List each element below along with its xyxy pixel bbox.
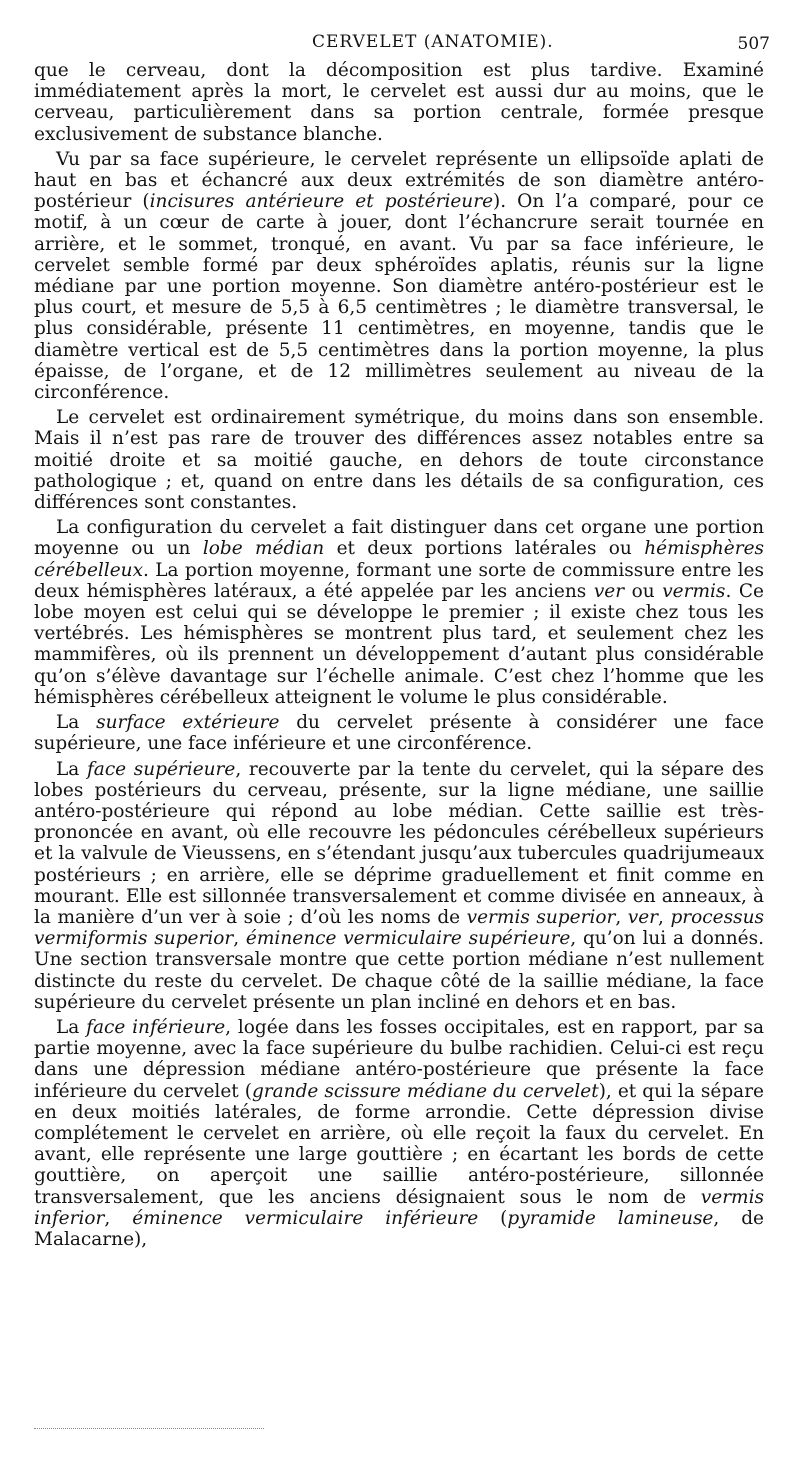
paragraph — [34, 517, 764, 708]
paragraph — [34, 712, 764, 754]
italic-term: vermis inferior — [34, 1186, 764, 1229]
italic-term: face inférieure — [86, 1016, 226, 1038]
text-run: ( — [478, 1207, 508, 1229]
text-run: Le cervelet est ordinairement symétrique, du moins dans son ensemble. Mais il n’est pas rare de trouver des différences assez notables entre sa moitié droite et sa moitié gauche, en dehors de toute circonstance pathologique ; et, quand on entre dans les détails de sa configuration, ces différences sont constantes. — [34, 407, 764, 514]
italic-term: face supérieure — [86, 758, 236, 780]
italic-term: ver — [627, 906, 659, 928]
text-run: , logée dans les fosses occipitales, est en rapport, par sa partie moyenne, avec la face supérieure du bulbe rachidien. Celui-ci est reçu dans une dépression médiane antéro-postérieure que présente la face inférieure du cervelet ( — [34, 1016, 765, 1102]
text-run: , — [615, 906, 628, 928]
paragraph — [34, 60, 764, 145]
italic-term: hémisphères cérébelleux — [34, 538, 765, 581]
text-run: , qu’on lui a donnés. Une section transversale montre que cette portion médiane n’est nullement distincte du reste du cervelet. De chaque côté de la saillie médiane, la face supérieure du cervelet présente un plan incliné en dehors et en bas. — [34, 928, 764, 1013]
paragraph — [34, 1017, 764, 1250]
body-text — [34, 60, 764, 1254]
text-run: , recouverte par la tente du cervelet, qui la sépare des lobes postérieurs du cerveau, présente, sur la ligne médiane, une saillie antéro-postérieure qui répond au lobe médian. Cette saillie est très-prononcée en avant, où elle recouvre les pédoncules cérébelleux supérieurs et la valvule de Vieussens, en s’étendant jusqu’aux tubercules quadrijumeaux postérieurs ; en arrière, elle se déprime graduellement et finit comme en mourant. Elle est sillonnée transversalement et comme divisée en anneaux, à la manière d’un ver à soie ; d’où les noms de — [34, 758, 764, 928]
text-run: ), et qui la sépare en deux moitiés latérales, de forme arrondie. Cette dépression divise complétement le cervelet en arrière, où elle reçoit la faux du cervelet. En avant, elle représente une large gouttière ; en écartant les bords de cette gouttière, on aperçoit une saillie antéro-postérieure, sillonnée transversalement, que les anciens désignaient sous le nom de — [34, 1080, 765, 1208]
italic-term: vermis — [662, 580, 726, 602]
text-run: La — [56, 1016, 87, 1038]
paragraph — [34, 759, 764, 1013]
paragraph — [34, 407, 764, 513]
paragraph — [34, 149, 764, 403]
italic-term: surface extérieure — [96, 712, 280, 734]
italic-term: processus vermiformis superior — [34, 906, 764, 950]
italic-term: grande scissure médiane du cervelet — [251, 1080, 599, 1102]
text-run: Vu par sa face supérieure, le cervelet représente un ellipsoïde aplati de haut en bas et échancré aux deux extrémités de son diamètre antéro-postérieur ( — [34, 148, 764, 213]
text-run: , — [658, 906, 671, 928]
text-run: . Ce lobe moyen est celui qui se développe le premier ; il existe chez tous les vertébrés. Les hémisphères se montrent plus tard, et seulement chez les mammifères, où ils prennent un développement d’autant plus considérable qu’on s’élève davantage sur l’échelle animale. C’est chez l’homme que les hémisphères cérébelleux atteignent le volume le plus considérable. — [34, 580, 764, 708]
italic-term: vermis superior — [466, 906, 616, 928]
text-run: , de Malacarne), — [34, 1207, 764, 1250]
italic-term: éminence vermiculaire supérieure — [245, 928, 571, 950]
italic-term: éminence vermiculaire inférieure — [132, 1207, 479, 1229]
running-title: CERVELET (ANATOMIE). — [312, 32, 554, 52]
italic-term: ver — [593, 580, 625, 602]
italic-term: incisures antérieure et postérieure — [149, 191, 494, 213]
footer-rule — [34, 1428, 264, 1429]
text-run: , — [233, 928, 246, 950]
text-run: La configuration du cervelet a fait distinguer dans cet organe une portion moyenne ou un — [34, 517, 764, 560]
text-run: La — [56, 712, 97, 734]
text-run: . La portion moyenne, formant une sorte de commissure entre les deux hémisphères latéraux, a été appelée par les anciens — [34, 559, 764, 602]
text-run: , — [104, 1207, 133, 1229]
text-run: et deux portions latérales ou — [324, 538, 645, 560]
text-run: ). On l’a comparé, pour ce motif, à un cœur de carte à jouer, dont l’échancrure serait tournée en arrière, et le sommet, tronqué, en avant. Vu par sa face inférieure, le cervelet semble formé par deux sphéroïdes aplatis, réunis sur la ligne médiane par une portion moyenne. Son diamètre antéro-postérieur est le plus court, et mesure de 5,5 à 6,5 centimètres ; le diamètre transversal, le plus considérable, présente 11 centimètres, en moyenne, tandis que le diamètre vertical est de 5,5 centimètres dans la portion moyenne, la plus épaisse, de l’organe, et de 12 millimètres seulement au niveau de la circonférence. — [34, 191, 764, 404]
italic-term: pyramide lamineuse — [507, 1207, 714, 1229]
text-run: du cervelet présente à considérer une face supérieure, une face inférieure et une circonférence. — [34, 712, 764, 755]
page-number: 507 — [737, 34, 770, 54]
text-run: que le cerveau, dont la décomposition est plus tardive. Examiné immédiatement après la mort, le cervelet est aussi dur au moins, que le cerveau, particulièrement dans sa portion centrale, formée presque exclusivement de substance blanche. — [34, 60, 764, 145]
page-header — [0, 30, 800, 58]
text-run: ou — [624, 580, 663, 602]
italic-term: lobe médian — [202, 538, 325, 560]
text-run: La — [56, 758, 87, 780]
